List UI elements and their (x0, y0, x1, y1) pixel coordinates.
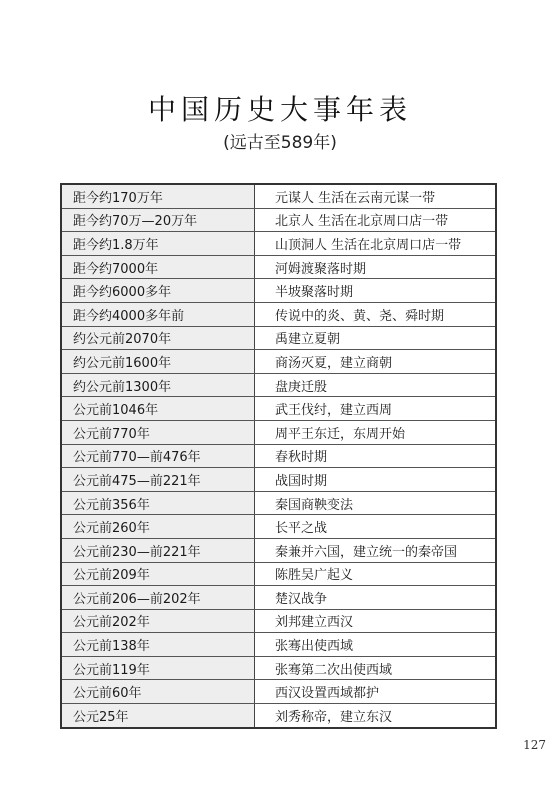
event-cell: 刘邦建立西汉 (255, 609, 497, 633)
event-cell: 楚汉战争 (255, 586, 497, 610)
event-cell: 刘秀称帝，建立东汉 (275, 709, 393, 725)
date-cell: 距今约4000多年前 (61, 302, 255, 326)
date-cell: 公元前119年 (61, 656, 255, 680)
date-cell: 公元前209年 (61, 562, 255, 586)
table-row (61, 562, 496, 586)
event-cell: 秦兼并六国，建立统一的秦帝国 (255, 538, 497, 562)
table-row (61, 255, 496, 279)
date-cell: 公元前230—前221年 (61, 538, 255, 562)
table-row (61, 420, 496, 444)
date-cell: 公元前356年 (61, 491, 255, 515)
table-row (61, 633, 496, 657)
date-cell: 距今约6000多年 (61, 279, 255, 303)
table-row (61, 279, 496, 303)
event-cell: 张骞第二次出使西域 (255, 656, 497, 680)
table-row (61, 586, 496, 610)
date-cell: 距今约7000年 (61, 255, 255, 279)
page-number: 127 (523, 738, 546, 752)
date-cell: 公元前138年 (61, 633, 255, 657)
table-row (61, 491, 496, 515)
date-cell: 公元前770年 (61, 420, 255, 444)
event-cell: 元谋人 生活在云南元谋一带 (255, 184, 497, 208)
table-row (61, 538, 496, 562)
table-row (61, 468, 496, 492)
date-cell: 公元前260年 (61, 515, 255, 539)
event-cell: 秦国商鞅变法 (255, 491, 497, 515)
date-cell: 约公元前1600年 (61, 350, 255, 374)
event-cell: 战国时期 (255, 468, 497, 492)
table-row (61, 397, 496, 421)
date-cell: 公元前770—前476年 (61, 444, 255, 468)
table-row (61, 302, 496, 326)
table-row (61, 326, 496, 350)
table-row (61, 184, 496, 208)
date-cell: 距今约70万—20万年 (61, 208, 255, 232)
table-row (61, 609, 496, 633)
date-cell: 公元前206—前202年 (61, 586, 255, 610)
table-row (61, 232, 496, 256)
event-cell: 张骞出使西域 (255, 633, 497, 657)
event-cell: 商汤灭夏，建立商朝 (255, 350, 497, 374)
date-cell: 公元前475—前221年 (61, 468, 255, 492)
table-row (61, 704, 496, 728)
event-cell: 盘庚迁殷 (255, 373, 497, 397)
event-cell: 西汉设置西域都护 (255, 680, 497, 704)
event-cell: 传说中的炎、黄、尧、舜时期 (255, 302, 497, 326)
date-cell: 公元25年 (61, 704, 255, 728)
table-row (61, 208, 496, 232)
table-row (61, 680, 496, 704)
event-cell: 陈胜吴广起义 (255, 562, 497, 586)
event-cell: 河姆渡聚落时期 (255, 255, 497, 279)
event-cell: 春秋时期 (255, 444, 497, 468)
event-cell: 长平之战 (255, 515, 497, 539)
date-cell: 距今约170万年 (61, 184, 255, 208)
date-cell: 距今约1.8万年 (61, 232, 255, 256)
page-title: 中国历史大事年表 (147, 93, 412, 126)
table-row (61, 373, 496, 397)
date-cell: 约公元前2070年 (61, 326, 255, 350)
date-cell: 约公元前1300年 (61, 373, 255, 397)
page-subtitle: (远古至589年) (223, 133, 337, 153)
event-cell: 禹建立夏朝 (255, 326, 497, 350)
event-cell: 北京人 生活在北京周口店一带 (255, 208, 497, 232)
table-row (61, 515, 496, 539)
table-row (61, 656, 496, 680)
chronology-table (60, 183, 497, 729)
date-cell: 公元前202年 (61, 609, 255, 633)
event-cell: 周平王东迁，东周开始 (255, 420, 497, 444)
table-row (61, 350, 496, 374)
table-row (61, 444, 496, 468)
event-cell: 半坡聚落时期 (255, 279, 497, 303)
event-cell: 山顶洞人 生活在北京周口店一带 (255, 232, 497, 256)
date-cell: 公元前60年 (61, 680, 255, 704)
date-cell: 公元前1046年 (61, 397, 255, 421)
event-cell: 武王伐纣，建立西周 (255, 397, 497, 421)
